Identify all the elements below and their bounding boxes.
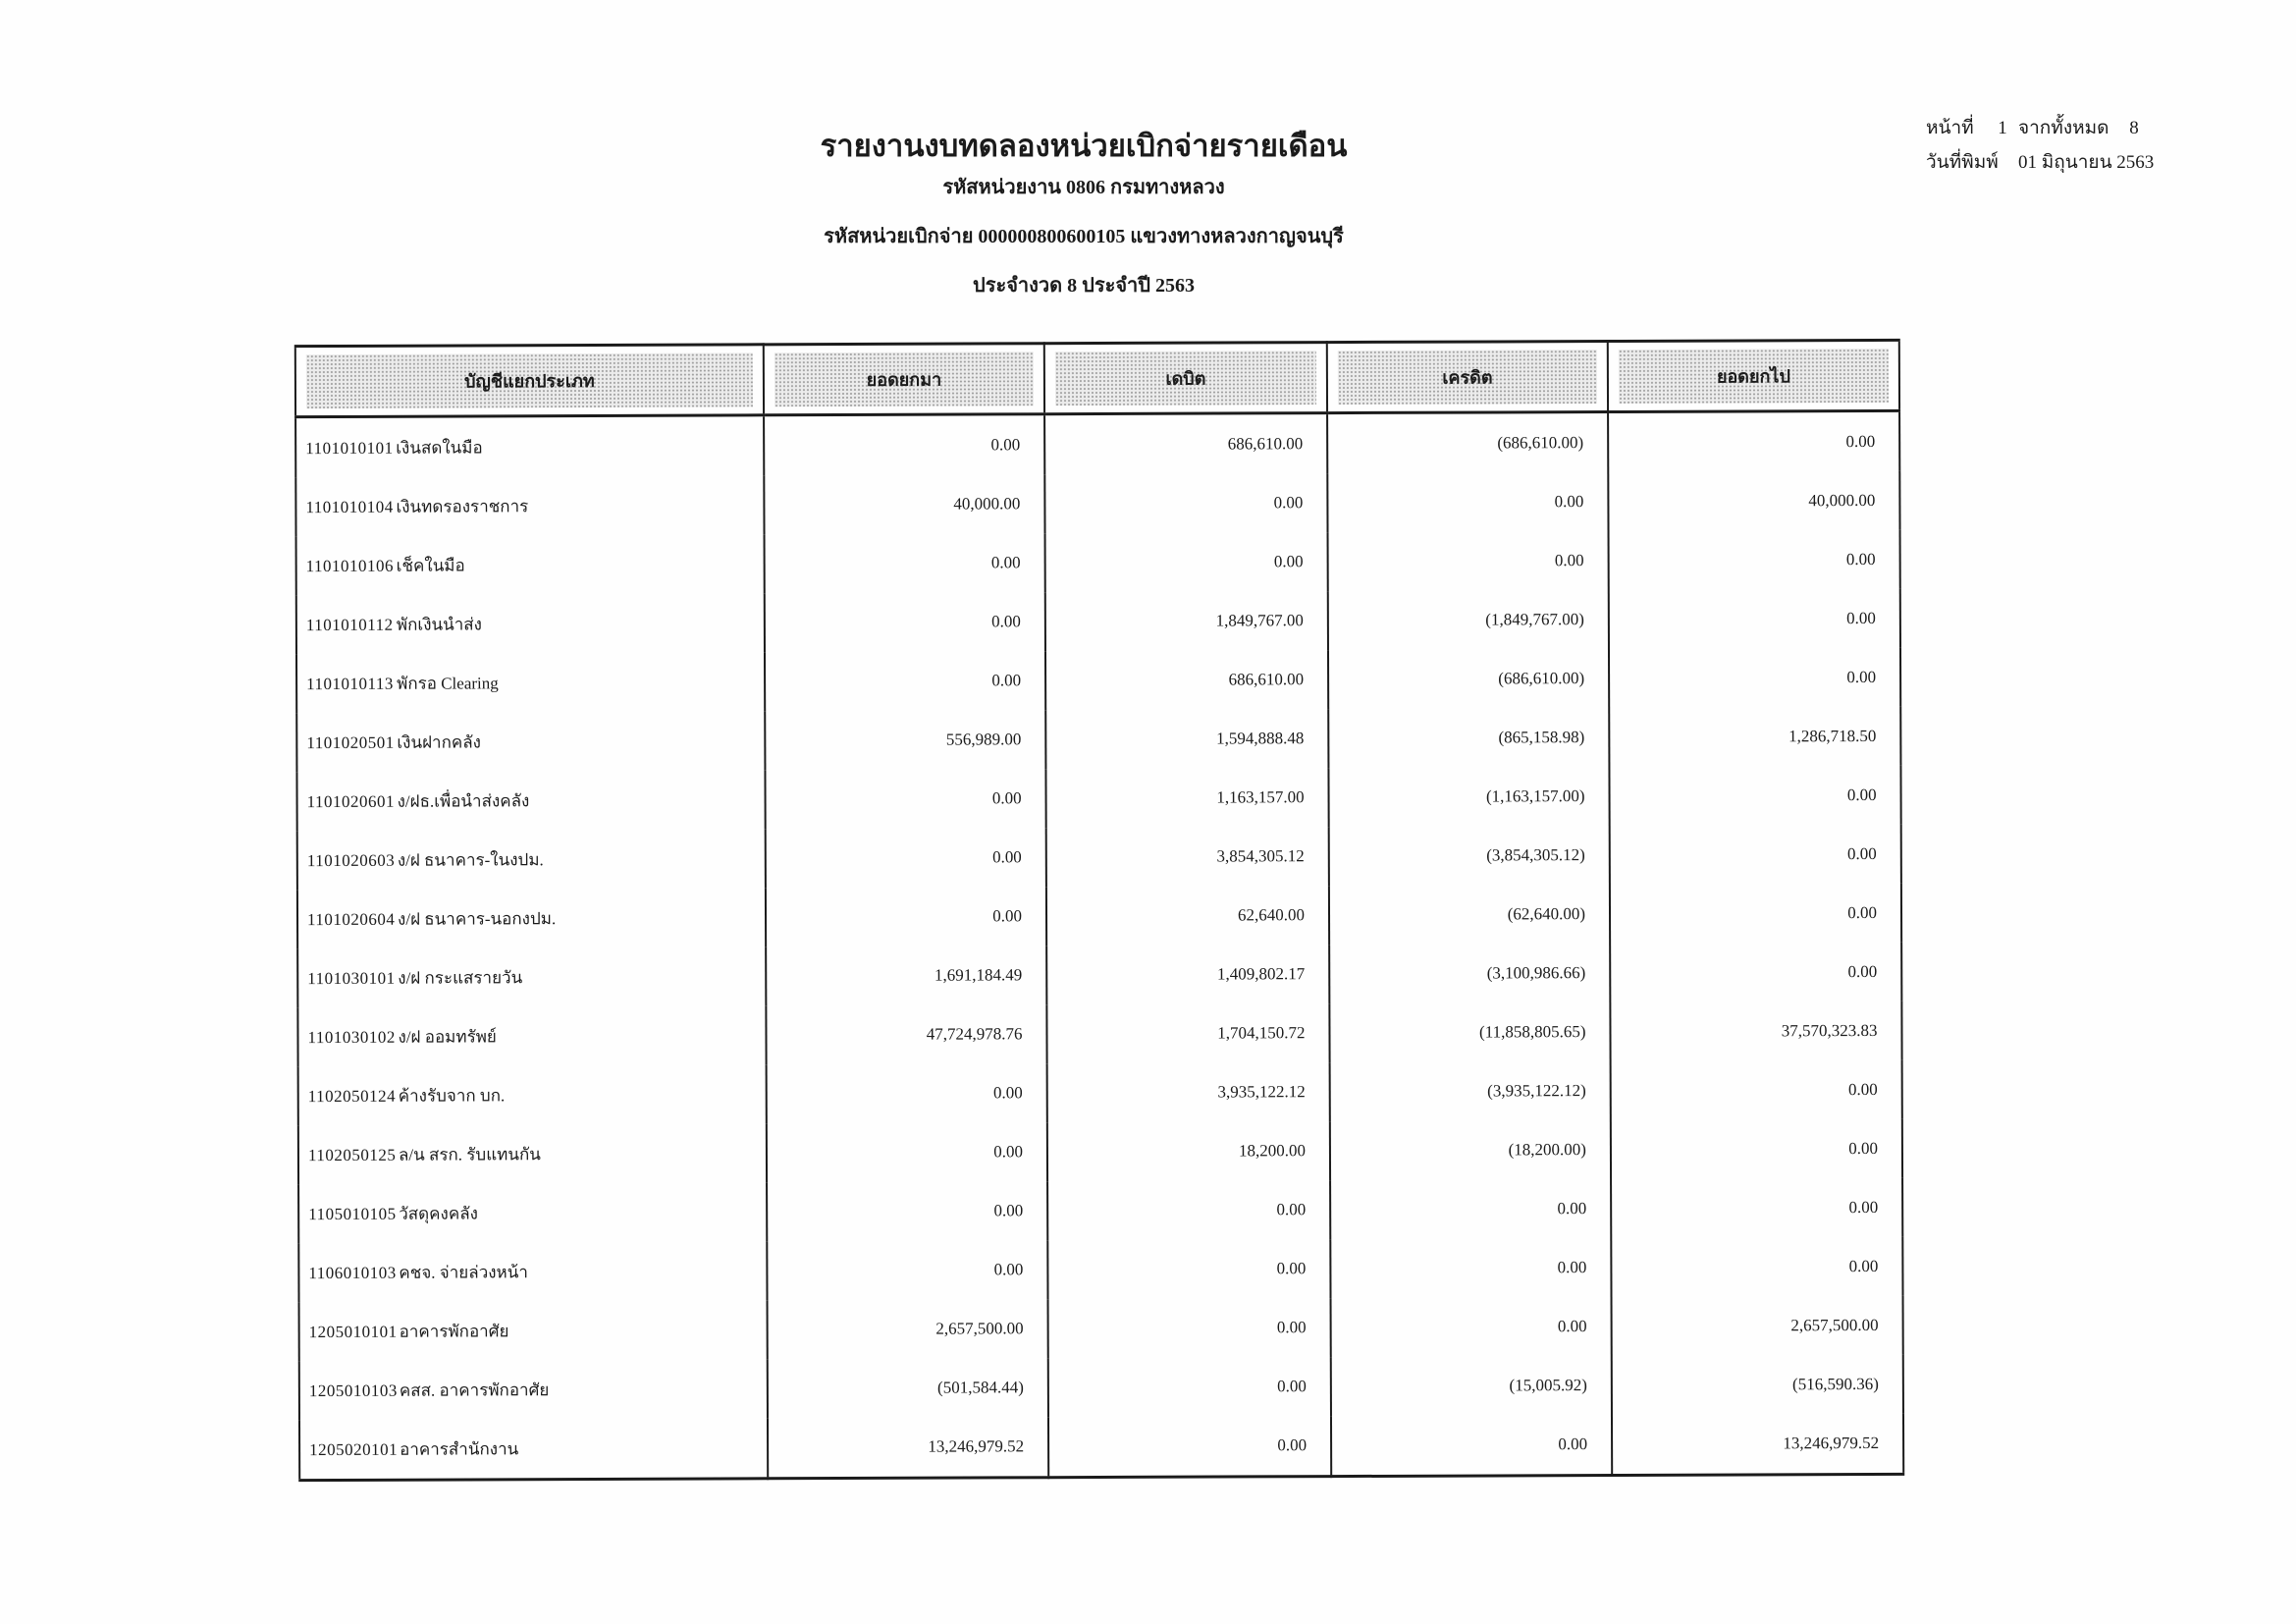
table-row — [297, 825, 1901, 890]
account-name: ง/ฝ กระแสรายวัน — [398, 967, 523, 988]
account-name: อาคารสำนักงาน — [400, 1438, 519, 1459]
carried-forward-cell: 0.00 — [1611, 1060, 1902, 1120]
agency-code-line: รหัสหน่วยงาน 0806 กรมทางหลวง — [942, 177, 1225, 198]
table-row — [297, 884, 1901, 948]
ledger-table-body — [295, 410, 1903, 1480]
account-cell — [299, 1418, 768, 1480]
table-row — [296, 530, 1900, 595]
credit-cell: 0.00 — [1328, 531, 1609, 591]
account-code: 1205010103 — [308, 1380, 398, 1400]
brought-forward-cell: 0.00 — [765, 533, 1045, 593]
brought-forward-cell: 0.00 — [767, 1063, 1047, 1123]
table-row — [296, 589, 1900, 654]
brought-forward-cell: 0.00 — [766, 828, 1046, 888]
debit-cell: 1,409,802.17 — [1046, 945, 1329, 1004]
table-row — [297, 943, 1901, 1007]
account-name: วัสดุคงคลัง — [399, 1203, 478, 1223]
print-date-label: วันที่พิมพ์ — [1926, 152, 1999, 173]
account-cell — [298, 1241, 767, 1302]
account-code: 1101010101 — [305, 438, 394, 458]
debit-cell: 0.00 — [1044, 473, 1327, 533]
table-row — [296, 766, 1900, 831]
debit-cell: 0.00 — [1047, 1180, 1330, 1240]
account-code: 1101020604 — [306, 909, 396, 929]
carried-forward-cell: (516,590.36) — [1612, 1355, 1903, 1415]
debit-cell: 1,163,157.00 — [1045, 768, 1328, 828]
brought-forward-cell: (501,584.44) — [768, 1358, 1048, 1418]
account-cell — [296, 593, 765, 654]
credit-cell: 0.00 — [1330, 1238, 1611, 1298]
account-cell — [297, 947, 766, 1007]
account-code: 1101010104 — [305, 497, 394, 516]
account-name: ค้างรับจาก บก. — [398, 1085, 506, 1106]
brought-forward-cell: 0.00 — [766, 887, 1046, 947]
debit-cell: 62,640.00 — [1046, 886, 1329, 946]
carried-forward-cell: 0.00 — [1608, 410, 1899, 472]
carried-forward-cell: 0.00 — [1611, 1178, 1902, 1238]
account-code: 1105010105 — [308, 1204, 397, 1223]
account-name: ง/ฝธ.เพื่อนำส่งคลัง — [397, 790, 530, 811]
brought-forward-cell: 47,724,978.76 — [766, 1004, 1046, 1064]
brought-forward-cell: 0.00 — [765, 651, 1045, 711]
account-code: 1102050124 — [307, 1086, 397, 1106]
account-name: อาคารพักอาศัย — [399, 1321, 509, 1341]
brought-forward-cell: 0.00 — [764, 414, 1044, 476]
print-date-row — [1926, 150, 2250, 176]
table-row — [298, 1178, 1902, 1243]
carried-forward-cell: 0.00 — [1609, 648, 1900, 708]
table-row — [295, 471, 1899, 536]
debit-cell: 1,704,150.72 — [1046, 1003, 1329, 1063]
carried-forward-cell: 0.00 — [1609, 530, 1900, 590]
brought-forward-cell: 0.00 — [765, 592, 1045, 652]
carried-forward-cell: 0.00 — [1611, 1119, 1902, 1179]
credit-cell: 0.00 — [1331, 1415, 1612, 1477]
credit-cell: (1,849,767.00) — [1328, 590, 1609, 650]
account-cell — [296, 711, 765, 772]
brought-forward-cell: 0.00 — [767, 1240, 1047, 1300]
table-row — [298, 1119, 1902, 1184]
account-code: 1205010101 — [308, 1322, 398, 1341]
account-name: พักเงินนำส่ง — [396, 614, 482, 634]
table-row — [298, 1060, 1902, 1125]
brought-forward-cell: 13,246,979.52 — [768, 1417, 1048, 1479]
debit-cell: 686,610.00 — [1044, 413, 1327, 475]
account-code: 1101010113 — [306, 674, 394, 693]
account-code: 1101030101 — [307, 968, 396, 988]
debit-cell: 18,200.00 — [1047, 1121, 1330, 1181]
account-code: 1101020603 — [306, 850, 396, 870]
carried-forward-cell: 13,246,979.52 — [1612, 1414, 1903, 1476]
header-carried-forward: ยอดยกไป — [1608, 340, 1899, 411]
credit-cell: (3,935,122.12) — [1330, 1061, 1611, 1121]
brought-forward-cell: 2,657,500.00 — [768, 1299, 1048, 1359]
carried-forward-cell: 2,657,500.00 — [1612, 1296, 1903, 1356]
carried-forward-cell: 1,286,718.50 — [1609, 707, 1900, 767]
account-code: 1101030102 — [307, 1027, 396, 1047]
debit-cell: 3,935,122.12 — [1047, 1062, 1330, 1122]
debit-cell: 0.00 — [1048, 1298, 1331, 1358]
account-cell — [296, 534, 765, 595]
account-code: 1205020101 — [309, 1439, 399, 1459]
credit-cell: (686,610.00) — [1328, 649, 1609, 709]
carried-forward-cell: 37,570,323.83 — [1610, 1001, 1901, 1061]
account-code: 1101020501 — [306, 732, 395, 752]
debit-cell: 3,854,305.12 — [1046, 827, 1329, 887]
debit-cell: 0.00 — [1045, 532, 1328, 592]
brought-forward-cell: 556,989.00 — [765, 710, 1045, 770]
credit-cell: (1,163,157.00) — [1328, 767, 1609, 827]
carried-forward-cell: 0.00 — [1610, 943, 1901, 1002]
account-cell — [296, 652, 765, 713]
table-row — [297, 1001, 1901, 1066]
account-code: 1101020601 — [306, 791, 395, 811]
print-date-value: 01 มิถุนายน 2563 — [2018, 152, 2155, 173]
account-code: 1106010103 — [308, 1263, 397, 1282]
account-name: ง/ฝ ออมทรัพย์ — [398, 1026, 497, 1047]
account-code: 1102050125 — [307, 1145, 397, 1164]
debit-cell: 0.00 — [1048, 1357, 1331, 1417]
credit-cell: (865,158.98) — [1328, 708, 1609, 768]
header-debit: เดบิต — [1044, 343, 1327, 414]
account-cell — [299, 1359, 768, 1420]
account-cell — [298, 1123, 767, 1184]
carried-forward-cell: 0.00 — [1610, 825, 1901, 885]
debit-cell: 1,594,888.48 — [1045, 709, 1328, 769]
table-header-row — [295, 340, 1899, 416]
credit-cell: (15,005.92) — [1331, 1356, 1612, 1416]
account-cell — [299, 1300, 768, 1361]
account-name: เงินทดรองราชการ — [396, 496, 529, 516]
account-cell — [298, 1182, 767, 1243]
account-name: เช็คในมือ — [396, 555, 465, 575]
account-name: เงินฝากคลัง — [397, 731, 481, 752]
brought-forward-cell: 0.00 — [767, 1181, 1047, 1241]
debit-cell: 686,610.00 — [1045, 650, 1328, 710]
account-name: คชจ. จ่ายล่วงหน้า — [399, 1262, 528, 1282]
table-row — [295, 410, 1899, 477]
account-name: ง/ฝ ธนาคาร-นอกงปม. — [397, 908, 557, 929]
credit-cell: (3,854,305.12) — [1329, 826, 1610, 886]
brought-forward-cell: 0.00 — [765, 769, 1045, 829]
account-cell — [297, 888, 766, 948]
page-info-block — [1926, 116, 2250, 185]
credit-cell: 0.00 — [1330, 1179, 1611, 1239]
account-name: พักรอ Clearing — [397, 673, 499, 693]
report-title: รายงานงบทดลองหน่วยเบิกจ่ายรายเดือน — [820, 129, 1348, 163]
table-row — [299, 1414, 1903, 1481]
disburse-unit-line: รหัสหน่วยเบิกจ่าย 000000800600105 แขวงทางหลวงกาญจนบุรี — [824, 226, 1344, 247]
table-row — [299, 1296, 1903, 1361]
carried-forward-cell: 0.00 — [1610, 884, 1901, 944]
brought-forward-cell: 1,691,184.49 — [766, 946, 1046, 1005]
header-brought-forward: ยอดยกมา — [764, 344, 1044, 415]
total-pages-value: 8 — [2129, 118, 2139, 138]
carried-forward-cell: 0.00 — [1611, 1237, 1902, 1297]
brought-forward-cell: 0.00 — [767, 1122, 1047, 1182]
debit-cell: 1,849,767.00 — [1045, 591, 1328, 651]
credit-cell: (11,858,805.65) — [1329, 1002, 1610, 1062]
account-cell — [296, 770, 765, 831]
account-code: 1101010106 — [305, 556, 395, 575]
account-name: เงินสดในมือ — [396, 437, 483, 458]
table-row — [298, 1237, 1902, 1302]
debit-cell: 0.00 — [1048, 1416, 1331, 1478]
carried-forward-cell: 0.00 — [1609, 589, 1900, 649]
credit-cell: (62,640.00) — [1329, 885, 1610, 945]
carried-forward-cell: 40,000.00 — [1608, 471, 1899, 531]
account-cell — [295, 415, 764, 477]
table-row — [296, 707, 1900, 772]
account-name: คสส. อาคารพักอาศัย — [399, 1380, 550, 1400]
account-name: ล/น สรก. รับแทนกัน — [398, 1144, 541, 1164]
page-number-label: หน้าที่ — [1926, 118, 1974, 138]
credit-cell: 0.00 — [1331, 1297, 1612, 1357]
table-row — [299, 1355, 1903, 1420]
total-pages-label: จากทั้งหมด — [2018, 118, 2109, 138]
credit-cell: (18,200.00) — [1330, 1120, 1611, 1180]
carried-forward-cell: 0.00 — [1609, 766, 1900, 826]
credit-cell: (686,610.00) — [1327, 412, 1608, 474]
debit-cell: 0.00 — [1047, 1239, 1330, 1299]
credit-cell: (3,100,986.66) — [1329, 944, 1610, 1003]
account-cell — [298, 1064, 767, 1125]
page-number-value: 1 — [1998, 118, 2007, 138]
period-line: ประจำงวด 8 ประจำปี 2563 — [973, 275, 1195, 297]
trial-balance-table — [294, 339, 1904, 1482]
header-account: บัญชีแยกประเภท — [295, 345, 764, 417]
table-row — [296, 648, 1900, 713]
account-code: 1101010112 — [305, 615, 394, 634]
account-name: ง/ฝ ธนาคาร-ในงปม. — [397, 849, 544, 870]
brought-forward-cell: 40,000.00 — [764, 474, 1044, 534]
page-number-row — [1926, 116, 2250, 141]
account-cell — [295, 475, 764, 536]
account-cell — [297, 829, 766, 890]
header-credit: เครดิต — [1327, 342, 1608, 413]
account-cell — [297, 1005, 766, 1066]
credit-cell: 0.00 — [1327, 472, 1608, 532]
